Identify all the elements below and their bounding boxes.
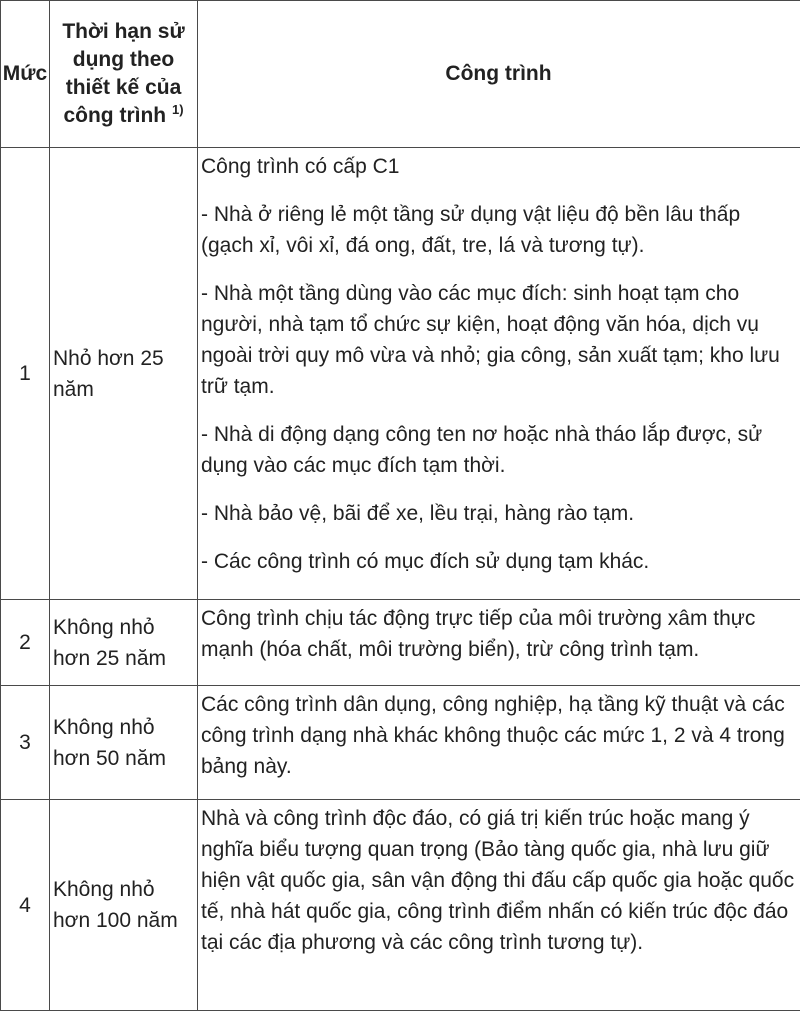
table-row [1,148,800,600]
works-paragraph: - Các công trình có mục đích sử dụng tạm khác. [201,550,650,573]
works-paragraph: Công trình có cấp C1 [201,155,400,178]
header-service-life-label: Thời hạn sử dụng theo thiết kế của công trình [62,20,185,127]
header-works: Công trình [198,1,800,148]
works-paragraph: - Nhà bảo vệ, bãi để xe, lều trại, hàng rào tạm. [201,502,635,525]
works-paragraph: Nhà và công trình độc đáo, có giá trị kiến trúc hoặc mang ý nghĩa biểu tượng quan trọng (Bảo tàng quốc gia, nhà lưu giữ hiện vật quốc gia, sân vận động thi đấu cấp quốc gia hoặc quốc tế, nhà hát quốc gia, công trình điểm nhấn có kiến trúc độc đáo tại các địa phương và các công trình tương tự). [201,807,795,954]
service-life-cell: Nhỏ hơn 25 năm [50,148,198,600]
works-paragraph: Công trình chịu tác động trực tiếp của môi trường xâm thực mạnh (hóa chất, môi trường biển), trừ công trình tạm. [201,607,756,661]
level-cell: 4 [1,800,50,1011]
works-paragraph: - Nhà một tầng dùng vào các mục đích: sinh hoạt tạm cho người, nhà tạm tổ chức sự kiện, hoạt động văn hóa, dịch vụ ngoài trời quy mô vừa và nhỏ; gia công, sản xuất tạm; kho lưu trữ tạm. [201,282,780,398]
service-life-cell: Không nhỏ hơn 50 năm [50,686,198,800]
header-row [1,1,800,148]
level-cell: 1 [1,148,50,600]
works-paragraph: - Nhà ở riêng lẻ một tầng sử dụng vật liệu độ bền lâu thấp (gạch xỉ, vôi xỉ, đá ong, đất, tre, lá và tương tự). [201,203,741,257]
works-cell [198,148,800,600]
header-service-life [50,1,198,148]
works-paragraph: Các công trình dân dụng, công nghiệp, hạ tầng kỹ thuật và các công trình dạng nhà khác không thuộc các mức 1, 2 và 4 trong bảng này. [201,693,785,778]
table-row [1,800,800,1011]
service-life-cell: Không nhỏ hơn 100 năm [50,800,198,1011]
level-cell: 3 [1,686,50,800]
works-cell [198,800,800,1011]
footnote-marker: 1) [171,102,184,117]
header-level: Mức [1,1,50,148]
works-cell [198,686,800,800]
works-paragraph: - Nhà di động dạng công ten nơ hoặc nhà tháo lắp được, sử dụng vào các mục đích tạm thời. [201,423,763,477]
table-row [1,686,800,800]
table-row [1,600,800,686]
level-cell: 2 [1,600,50,686]
service-life-cell: Không nhỏ hơn 25 năm [50,600,198,686]
works-cell [198,600,800,686]
